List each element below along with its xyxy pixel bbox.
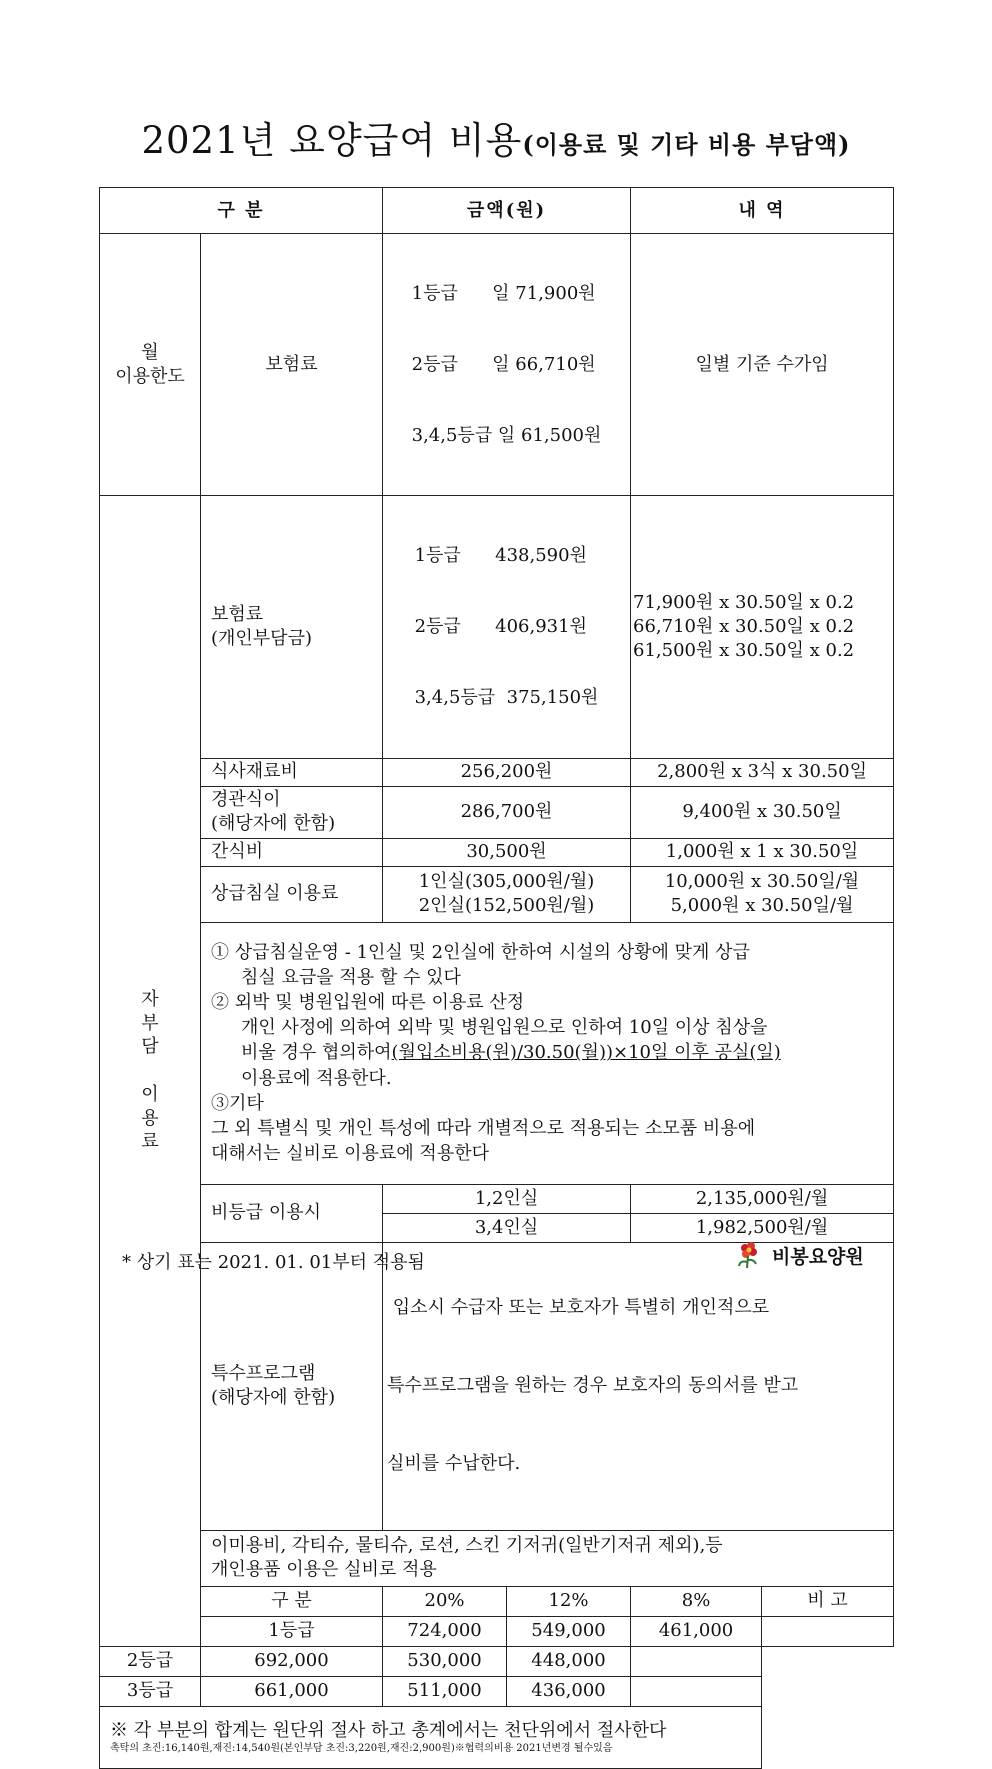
flower-logo-icon — [734, 1240, 764, 1270]
monthly-limit-amounts: 1등급 일 71,900원 2등급 일 66,710원 3,4,5등급 일 61,500원 — [383, 234, 631, 496]
notes-row — [100, 922, 894, 1184]
header-division: 구 분 — [100, 188, 383, 234]
insurance-row — [100, 496, 894, 758]
notes-block: ① 상급침실운영 - 1인실 및 2인실에 한하여 시설의 상황에 맞게 상급 침실 요금을 적용 할 수 있다 ② 외박 및 병원입원에 따른 이용료 산정 개인 사정에 의하여 외박 및 병원입원으로 인하여 10일 이상 침상을 비울 경우 협의하여(월입소비용(원)/30.50(월))×10일 이후 공실(일) 이용료에 적용한다. ③기타 그 외 특별식 및 개인 특성에 따라 개별적으로 적용되는 소모품 비용에 대해서는 실비로 이용료에 적용한다 — [201, 922, 894, 1184]
rate-row: 2등급 692,000 530,000 448,000 — [100, 1646, 894, 1676]
monthly-limit-item: 보험료 — [201, 234, 383, 496]
note-2: ② 외박 및 병원입원에 따른 이용료 산정 — [211, 992, 525, 1014]
non-grade-room-2: 3,4인실 — [383, 1213, 631, 1242]
title-sub: (이용료 및 기타 비용 부담액) — [522, 130, 851, 159]
tube-row — [100, 786, 894, 838]
food-detail: 2,800원 x 3식 x 30.50일 — [631, 758, 894, 786]
document-title — [0, 110, 992, 164]
food-row — [100, 758, 894, 786]
header-amount: 금액(원) — [383, 188, 631, 234]
rate-header-division: 구 분 — [201, 1586, 383, 1616]
rounding-note: ※ 각 부분의 합계는 원단위 절사 하고 총계에서는 천단위에서 절사한다 촉탁의 초진:16,140원,재진:14,540원(본인부담 초진:3,220원,재진:2,900원)※협력의비용 2021년변경 될수있음 — [100, 1706, 762, 1768]
note-3: ③기타 — [211, 1092, 264, 1114]
monthly-limit-label: 월 이용한도 — [100, 234, 201, 496]
premium-room-details: 10,000원 x 30.50일/월 5,000원 x 30.50일/월 — [631, 866, 894, 922]
rate-header-remarks: 비 고 — [762, 1586, 894, 1616]
food-label: 식사재료비 — [201, 758, 383, 786]
brand-name: 비봉요양원 — [772, 1245, 864, 1268]
monthly-limit-detail: 일별 기준 수가임 — [631, 234, 894, 496]
snack-label: 간식비 — [201, 838, 383, 866]
non-grade-room-1: 1,2인실 — [383, 1184, 631, 1213]
personal-items-text: 이미용비, 각티슈, 물티슈, 로션, 스킨 기저귀(일반기저귀 제외),등 개인용품 이용은 실비로 적용 — [201, 1530, 894, 1586]
premium-room-label: 상급침실 이용료 — [201, 866, 383, 922]
rounding-note-row — [100, 1706, 894, 1768]
title-main: 2021년 요양급여 비용 — [141, 119, 523, 162]
table-header-row — [100, 188, 894, 234]
insurance-amounts: 1등급 438,590원 2등급 406,931원 3,4,5등급 375,150원 — [383, 496, 631, 758]
special-program-row — [100, 1242, 894, 1530]
premium-room-amounts: 1인실(305,000원/월) 2인실(152,500원/월) — [383, 866, 631, 922]
premium-room-row — [100, 866, 894, 922]
rate-header-20: 20% — [383, 1586, 507, 1616]
rate-header-12: 12% — [507, 1586, 631, 1616]
fee-table — [99, 187, 894, 1769]
doctor-fee-note: 촉탁의 초진:16,140원,재진:14,540원(본인부담 초진:3,220원,재진:2,900원)※협력의비용 2021년변경 될수있음 — [110, 1742, 613, 1754]
non-grade-label: 비등급 이용시 — [201, 1184, 383, 1242]
insurance-details: 71,900원 x 30.50일 x 0.2 66,710원 x 30.50일 x 0.2 61,500원 x 30.50일 x 0.2 — [631, 496, 894, 758]
rate-row: 1등급 724,000 549,000 461,000 — [100, 1616, 894, 1646]
special-program-label: 특수프로그램 (해당자에 한함) — [201, 1242, 383, 1530]
special-program-text: 입소시 수급자 또는 보호자가 특별히 개인적으로 특수프로그램을 원하는 경우 보호자의 동의서를 받고 실비를 수납한다. — [383, 1242, 894, 1530]
formula-underlined: (월입소비용(원)/30.50(월))×10일 이후 공실(일) — [391, 1042, 781, 1064]
non-grade-fee-2: 1,982,500원/월 — [631, 1213, 894, 1242]
non-grade-fee-1: 2,135,000원/월 — [631, 1184, 894, 1213]
snack-amount: 30,500원 — [383, 838, 631, 866]
footer-note: * 상기 표는 2021. 01. 01부터 적용됨 — [122, 1252, 425, 1273]
note-1: ① 상급침실운영 - 1인실 및 2인실에 한하여 시설의 상황에 맞게 상급 — [211, 941, 750, 963]
snack-row — [100, 838, 894, 866]
non-grade-row-1 — [100, 1184, 894, 1213]
self-pay-label: 자 부 담 이 용 료 — [100, 496, 201, 1646]
footer-brand — [734, 1240, 864, 1270]
tube-detail: 9,400원 x 30.50일 — [631, 786, 894, 838]
header-detail: 내 역 — [631, 188, 894, 234]
rate-header-8: 8% — [631, 1586, 762, 1616]
monthly-limit-row — [100, 234, 894, 496]
rate-header-row — [100, 1586, 894, 1616]
tube-label: 경관식이 (해당자에 한함) — [201, 786, 383, 838]
snack-detail: 1,000원 x 1 x 30.50일 — [631, 838, 894, 866]
rate-row: 3등급 661,000 511,000 436,000 — [100, 1676, 894, 1706]
food-amount: 256,200원 — [383, 758, 631, 786]
tube-amount: 286,700원 — [383, 786, 631, 838]
insurance-label: 보험료 (개인부담금) — [201, 496, 383, 758]
personal-items-row — [100, 1530, 894, 1586]
